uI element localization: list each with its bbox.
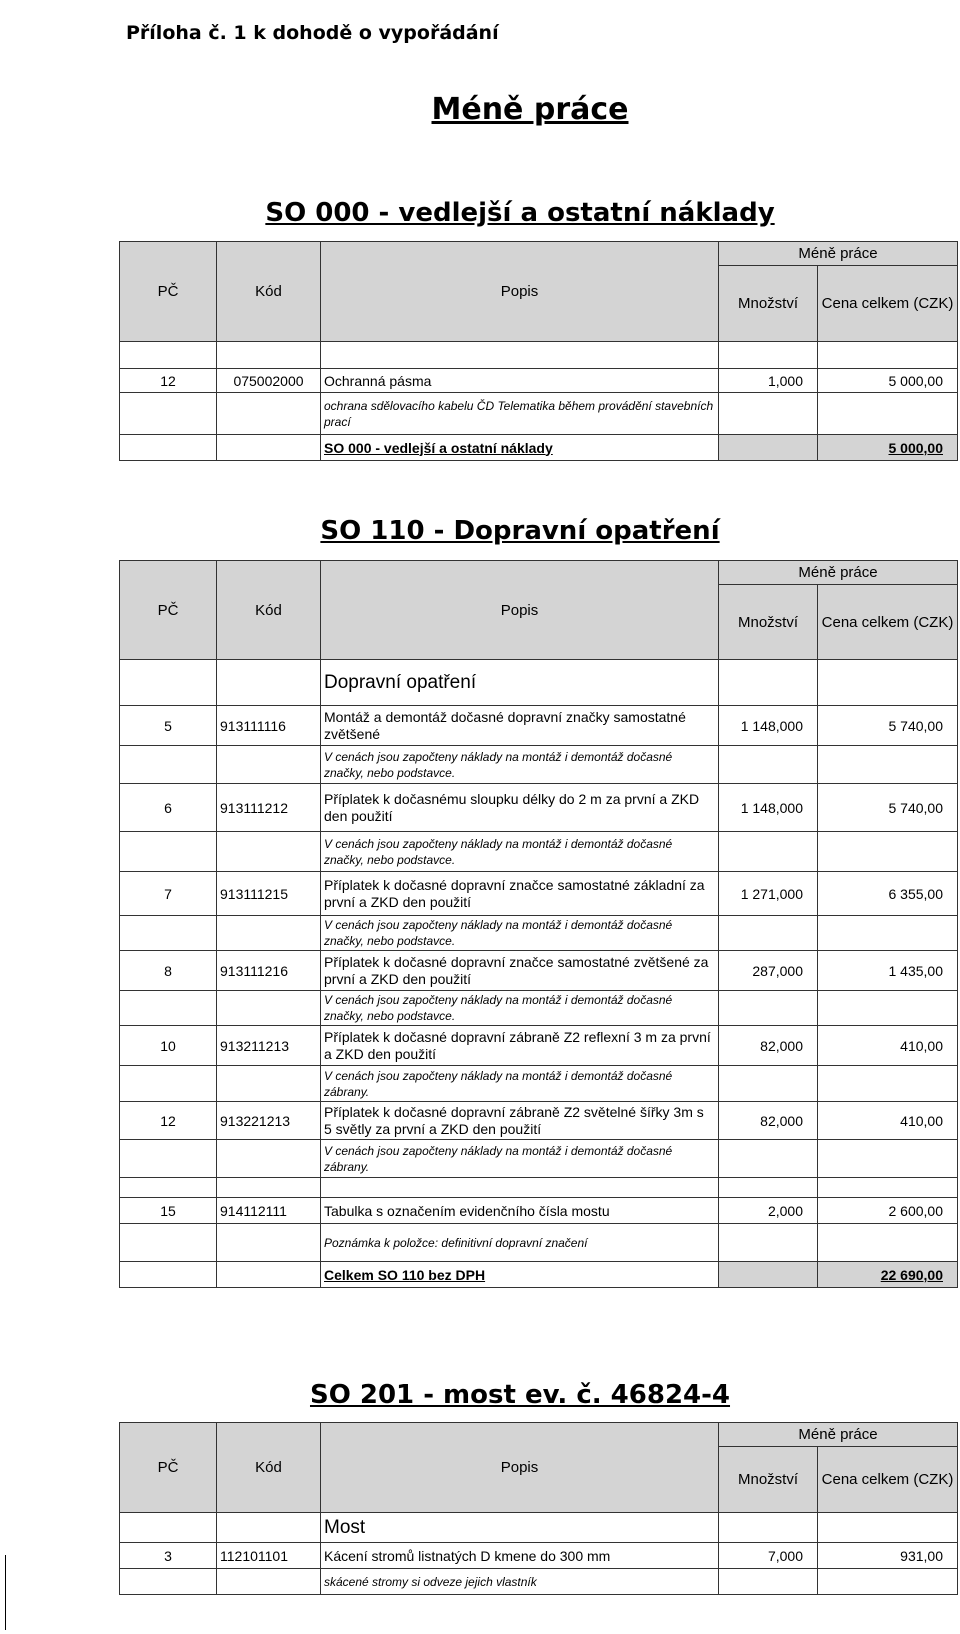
table-so110 (119, 560, 958, 1288)
table-row (120, 872, 958, 916)
row-cena: 5 000,00 (818, 369, 958, 393)
row-pc: 10 (120, 1026, 217, 1066)
row-kod: 913221213 (217, 1102, 321, 1140)
section-total-label: Celkem SO 110 bez DPH (321, 1262, 719, 1288)
row-popis: Montáž a demontáž dočasné dopravní značky samostatné zvětšené (321, 706, 719, 746)
table-row (120, 706, 958, 746)
row-cena: 410,00 (818, 1026, 958, 1066)
row-popis: Ochranná pásma (321, 369, 719, 393)
header-kod: Kód (217, 561, 321, 660)
row-pc: 3 (120, 1543, 217, 1569)
margin-mark (5, 1555, 14, 1630)
table-row (120, 1026, 958, 1066)
row-cena: 2 600,00 (818, 1198, 958, 1224)
table-row (120, 1198, 958, 1224)
section-total-value: 22 690,00 (818, 1262, 958, 1288)
table-so201 (119, 1422, 958, 1595)
row-cena: 931,00 (818, 1543, 958, 1569)
section-total-label: SO 000 - vedlejší a ostatní náklady (321, 435, 719, 461)
row-mnozstvi: 287,000 (719, 951, 818, 991)
table-row (120, 951, 958, 991)
row-pc: 15 (120, 1198, 217, 1224)
row-note: Poznámka k položce: definitivní dopravní značení (321, 1224, 719, 1262)
row-note: V cenách jsou započteny náklady na montáž i demontáž dočasné značky, nebo podstavce. (321, 746, 719, 784)
row-mnozstvi: 1 148,000 (719, 706, 818, 746)
table-row (120, 1543, 958, 1569)
row-cena: 1 435,00 (818, 951, 958, 991)
row-note: skácené stromy si odveze jejich vlastník (321, 1569, 719, 1595)
row-cena: 410,00 (818, 1102, 958, 1140)
header-cena: Cena celkem (CZK) (818, 266, 958, 342)
header-mnozstvi: Množství (719, 266, 818, 342)
row-mnozstvi: 82,000 (719, 1026, 818, 1066)
row-kod: 913211213 (217, 1026, 321, 1066)
row-note: V cenách jsou započteny náklady na montáž i demontáž dočasné zábrany. (321, 1066, 719, 1102)
table-row (120, 1102, 958, 1140)
section-title-so000: SO 000 - vedlejší a ostatní náklady (265, 198, 775, 228)
row-mnozstvi: 1 148,000 (719, 784, 818, 832)
section-total-value: 5 000,00 (818, 435, 958, 461)
row-mnozstvi: 2,000 (719, 1198, 818, 1224)
row-pc: 12 (120, 1102, 217, 1140)
row-kod: 914112111 (217, 1198, 321, 1224)
row-popis: Příplatek k dočasné dopravní značce samostatné základní za první a ZKD den použití (321, 872, 719, 916)
row-pc: 5 (120, 706, 217, 746)
header-cena: Cena celkem (CZK) (818, 585, 958, 660)
header-mnozstvi: Množství (719, 585, 818, 660)
group-title: Most (321, 1513, 719, 1543)
header-kod: Kód (217, 242, 321, 342)
row-note: V cenách jsou započteny náklady na montáž i demontáž dočasné značky, nebo podstavce. (321, 991, 719, 1026)
row-mnozstvi: 7,000 (719, 1543, 818, 1569)
table-row (120, 784, 958, 832)
row-popis: Příplatek k dočasnému sloupku délky do 2 m za první a ZKD den použití (321, 784, 719, 832)
header-group: Méně práce (719, 242, 958, 266)
row-cena: 5 740,00 (818, 784, 958, 832)
header-pc: PČ (120, 242, 217, 342)
section-title-so110: SO 110 - Dopravní opatření (320, 516, 720, 546)
row-kod: 075002000 (217, 369, 321, 393)
header-pc: PČ (120, 1423, 217, 1513)
row-popis: Tabulka s označením evidenčního čísla mostu (321, 1198, 719, 1224)
table-so000 (119, 241, 958, 461)
row-pc: 8 (120, 951, 217, 991)
row-mnozstvi: 82,000 (719, 1102, 818, 1140)
row-kod: 913111116 (217, 706, 321, 746)
header-group: Méně práce (719, 1423, 958, 1447)
header-popis: Popis (321, 561, 719, 660)
row-note: ochrana sdělovacího kabelu ČD Telematika během provádění stavebních prací (321, 393, 719, 435)
row-kod: 913111215 (217, 872, 321, 916)
row-popis: Kácení stromů listnatých D kmene do 300 mm (321, 1543, 719, 1569)
row-kod: 913111216 (217, 951, 321, 991)
appendix-title: Příloha č. 1 k dohodě o vypořádání (126, 22, 499, 44)
row-note: V cenách jsou započteny náklady na montáž i demontáž dočasné značky, nebo podstavce. (321, 916, 719, 951)
row-cena: 6 355,00 (818, 872, 958, 916)
section-title-so201: SO 201 - most ev. č. 46824-4 (309, 1380, 731, 1410)
row-pc: 6 (120, 784, 217, 832)
row-popis: Příplatek k dočasné dopravní značce samostatné zvětšené za první a ZKD den použití (321, 951, 719, 991)
header-mnozstvi: Množství (719, 1447, 818, 1513)
header-kod: Kód (217, 1423, 321, 1513)
header-popis: Popis (321, 1423, 719, 1513)
row-mnozstvi: 1 271,000 (719, 872, 818, 916)
header-cena: Cena celkem (CZK) (818, 1447, 958, 1513)
header-pc: PČ (120, 561, 217, 660)
row-popis: Příplatek k dočasné dopravní zábraně Z2 reflexní 3 m za první a ZKD den použití (321, 1026, 719, 1066)
row-popis: Příplatek k dočasné dopravní zábraně Z2 světelné šířky 3m s 5 světly za první a ZKD den použití (321, 1102, 719, 1140)
page-title: Méně práce (431, 92, 629, 127)
row-pc: 7 (120, 872, 217, 916)
header-group: Méně práce (719, 561, 958, 585)
group-title: Dopravní opatření (321, 660, 719, 706)
row-note: V cenách jsou započteny náklady na montáž i demontáž dočasné značky, nebo podstavce. (321, 832, 719, 872)
header-popis: Popis (321, 242, 719, 342)
row-pc: 12 (120, 369, 217, 393)
row-kod: 112101101 (217, 1543, 321, 1569)
row-cena: 5 740,00 (818, 706, 958, 746)
row-kod: 913111212 (217, 784, 321, 832)
row-mnozstvi: 1,000 (719, 369, 818, 393)
row-note: V cenách jsou započteny náklady na montáž i demontáž dočasné zábrany. (321, 1140, 719, 1178)
table-row (120, 369, 958, 393)
